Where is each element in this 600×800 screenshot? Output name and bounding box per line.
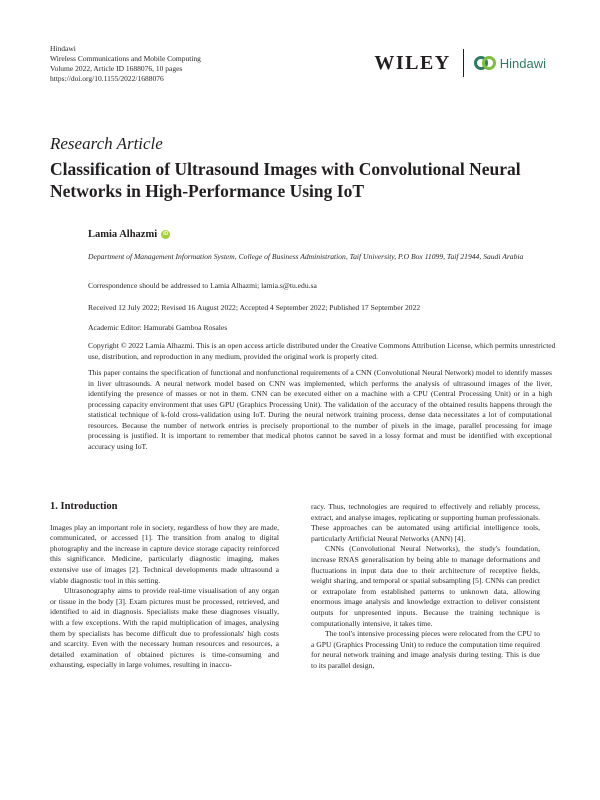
body-column-left: [50, 502, 279, 671]
section-heading-introduction: 1. Introduction: [50, 501, 118, 512]
body-paragraph: racy. Thus, technologies are required to effectively and reliably process, extract, and analyse images, replicating or supporting human professionals. These approaches can be automated using artificial intelligence tools, particularly Artificial Neural Networks (ANN) [4].: [311, 502, 540, 543]
hindawi-rings-icon: [474, 54, 496, 72]
publisher-logos: [374, 48, 546, 78]
hindawi-logo-text: Hindawi: [499, 55, 546, 71]
publication-dates: Received 12 July 2022; Revised 16 August 2022; Accepted 4 September 2022; Published 17 September 2022: [88, 303, 421, 312]
logo-divider: [463, 49, 464, 77]
author-line: [88, 229, 170, 240]
article-title: Classification of Ultrasound Images with Convolutional Neural Networks in High-Performance Using IoT: [50, 159, 521, 201]
body-paragraph: Images play an important role in society, regardless of how they are made, communicated, or accessed [1]. The transition from analog to digital photography and the increase in capture device storage capacity reinforced this significance. Medicine, particularly diagnostic imaging, makes extensive use of images [2]. Technical developments made ultrasound a viable diagnostic tool in this setting.: [50, 522, 279, 585]
copyright-notice: Copyright © 2022 Lamia Alhazmi. This is an open access article distributed under the Creative Commons Attribution License, which permits unrestricted use, distribution, and reproduction in any medium, provided the original work is properly cited.: [88, 341, 556, 361]
author-name[interactable]: Lamia Alhazmi: [88, 229, 158, 240]
academic-editor: Academic Editor: Hamurabi Gamboa Rosales: [88, 323, 228, 332]
journal-info: [50, 44, 201, 84]
body-column-right: [311, 502, 540, 672]
correspondence: Correspondence should be addressed to Lamia Alhazmi; lamia.s@tu.edu.sa: [88, 281, 317, 290]
wiley-logo: WILEY: [374, 51, 451, 74]
volume-info: Volume 2022, Article ID 1688076, 10 pages: [50, 64, 183, 73]
journal-name: Wireless Communications and Mobile Computing: [50, 54, 201, 63]
abstract: This paper contains the specification of functional and nonfunctional requirements of a CNN (Convolutional Neural Network) model to identify masses in liver ultrasounds. A neural network model based on CNN was implemented, which performs the analysis of ultrasound images of the liver, identifying the presence of masses or not in them. CNN can be executed either on a machine with a CPU (Central Processing Unit) or in a high processing capacity environment that uses GPU (Graphics Processing Unit). The validation of the accuracy of the obtained results happens through the statistical technique of k-fold cross-validation using IoT. During the neural network training process, dense data necessitates a lot of computational resources. Because the number of network entries is precisely proportional to the number of pixels in the image, parallel processing for image processing is justified. It is important to remember that medical photos cannot be saved in a lossy format and must be identified with exceptional accuracy using IoT.: [88, 368, 552, 451]
body-paragraph: The tool's intensive processing pieces were relocated from the CPU to a GPU (Graphics Processing Unit) to reduce the computation time required for neural network training and image analysis during testing. This is due to its parallel design,: [311, 629, 540, 670]
doi-link[interactable]: https://doi.org/10.1155/2022/1688076: [50, 74, 164, 83]
orcid-icon[interactable]: iD: [163, 231, 169, 237]
publisher-name: Hindawi: [50, 44, 76, 53]
affiliation: Department of Management Information System, College of Business Administration, Taif University, P.O Box 11099, Taif 21944, Saudi Arabia: [88, 252, 524, 261]
body-paragraph: Ultrasonography aims to provide real-time visualisation of any organ or tissue in the body [3]. Exam pictures must be processed, retrieved, and identified to aid in diagnosis. Specialists make these diagnoses visually, with a few exceptions. With the rapid multiplication of images, analysing them by specialists has become difficult due to professionals' high costs and scarcity. Even with the necessary human resources and resources, a detailed examination of obtained pictures is time-consuming and exhausting, especially in large volumes, resulting in inaccu-: [50, 586, 279, 670]
body-paragraph: CNNs (Convolutional Neural Networks), the study's foundation, increase RNAS generalisation by being able to manage deformations and fluctuations in input data due to their architecture of receptive fields, weight sharing, and temporal or spatial subsampling [5]. CNNs can predict or extrapolate from established patterns to unknown data, allowing enormous image analysis and knowledge extraction to deliver consistent outputs for unpresented inputs. Because the training technique is computationally intensive, it takes time.: [311, 544, 540, 628]
article-type: Research Article: [50, 134, 163, 153]
